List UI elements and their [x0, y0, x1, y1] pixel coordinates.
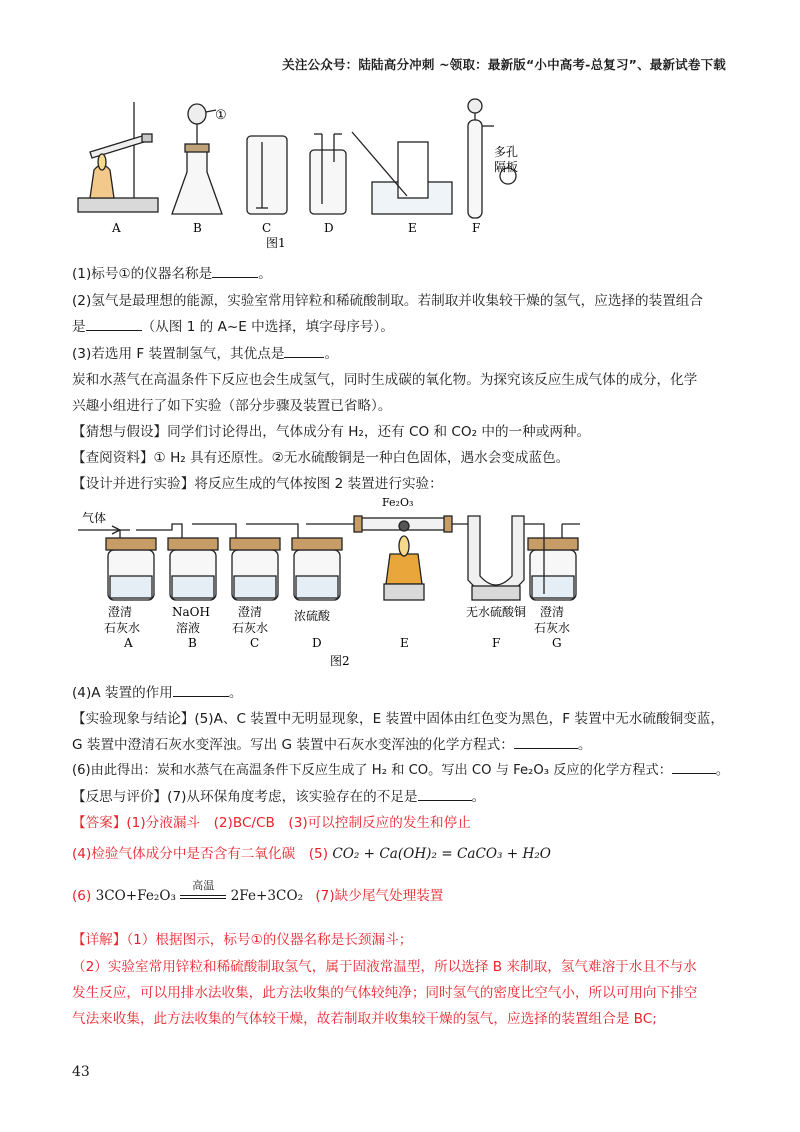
detail-line-4: 气法来收集，此方法收集的气体较干燥，故若制取并收集较干燥的氢气，应选择的装置组合是 BC; [72, 1011, 657, 1027]
experiment-design: 【设计并进行实验】将反应生成的气体按图 2 装置进行实验： [72, 476, 443, 492]
question-2-line-2: 是 （从图 1 的 A~E 中选择，填字母序号）。 [72, 319, 394, 335]
intro-line-1: 炭和水蒸气在高温条件下反应也会生成氢气，同时生成碳的氧化物。为探究该反应生成气体的成分，化学 [72, 372, 698, 388]
page-number: 43 [72, 1064, 90, 1080]
fig1-label-b: B [193, 221, 202, 235]
answer-5-formula: CO₂ + Ca(OH)₂ = CaCO₃ + H₂O [332, 846, 551, 862]
fig1-label-e: E [408, 221, 417, 235]
gas-label: 气体 [82, 511, 107, 525]
f-note-porous: 多孔 [494, 145, 519, 159]
answer-6-formula-right: 2Fe+3CO₂ [230, 888, 304, 904]
question-5-line-2: G 装置中澄清石灰水变浑浊。写出 G 装置中石灰水变浑浊的化学方程式： 。 [72, 737, 592, 753]
header-notice: 关注公众号：陆陆高分冲刺 ~领取：最新版“小中高考-总复习”、最新试卷下载 [282, 57, 726, 72]
u-tube-f-letter: F [492, 636, 501, 650]
hypothesis: 【猜想与假设】同学们讨论得出，气体成分有 H₂，还有 CO 和 CO₂ 中的一种或两种。 [72, 424, 591, 440]
bottle-d-letter: D [312, 636, 322, 650]
answer-line-2: (4)检验气体成分中是否含有二氧化碳 (5) CO₂ + Ca(OH)₂ = CaCO₃ + H₂O [72, 846, 551, 862]
alcohol-lamp [386, 554, 422, 584]
fig1-caption: 图1 [266, 236, 286, 250]
bottle-c-text-1: 澄清 [238, 605, 263, 619]
bottle-a-text-1: 澄清 [108, 605, 133, 619]
condition-high-temp: 高温 [192, 879, 215, 892]
question-2-line-1: (2)氢气是最理想的能源，实验室常用锌粒和稀硫酸制取。若制取并收集较干燥的氢气，应选择的装置组合 [72, 293, 703, 309]
stand-base [78, 198, 158, 212]
fig1-label-f: F [472, 221, 481, 235]
answer-line-1: 【答案】(1)分液漏斗 (2)BC/CB (3)可以控制反应的发生和停止 [72, 815, 471, 831]
question-5-line-1: 【实验现象与结论】(5)A、C 装置中无明显现象，E 装置中固体由红色变为黑色，F 装置中无水硫酸铜变蓝， [72, 711, 724, 727]
marker-1: ① [215, 108, 227, 123]
detail-line-3: 发生反应，可以用排水法收集，此方法收集的气体较纯净；同时氢气的密度比空气小，所以可用向下排空 [72, 985, 698, 1001]
bottle-b-text-2: 溶液 [176, 621, 201, 635]
question-6: (6)由此得出：炭和水蒸气在高温条件下反应生成了 H₂ 和 CO。写出 CO 与 Fe₂O₃ 反应的化学方程式： 。 [72, 763, 730, 778]
reaction-condition [180, 879, 226, 899]
bottle-a-text-2: 石灰水 [104, 621, 141, 635]
f-note-plate: 隔板 [494, 160, 519, 174]
question-7: 【反思与评价】(7)从环保角度考虑，该实验存在的不足是 。 [72, 789, 486, 805]
bottle-a-letter: A [124, 636, 133, 650]
detail-line-1: 【详解】（1）根据图示，标号①的仪器名称是长颈漏斗； [72, 932, 413, 948]
bottle-b-text-1: NaOH [172, 605, 210, 619]
fig2-caption: 图2 [330, 654, 350, 668]
intro-line-2: 兴趣小组进行了如下实验（部分步骤及装置已省略）。 [72, 398, 392, 414]
fig1-label-c: C [262, 221, 272, 235]
figure-1 [72, 92, 532, 250]
detail-line-2: （2）实验室常用锌粒和稀硫酸制取氢气，属于固液常温型，所以选择 B 来制取，氢气难溶于水且不与水 [72, 959, 697, 975]
bottle-c-letter: C [250, 636, 260, 650]
burner-e-letter: E [400, 636, 409, 650]
bottle-g-letter: G [552, 636, 562, 650]
answer-6-formula-left: 3CO+Fe₂O₃ [95, 888, 176, 904]
fig1-label-a: A [112, 221, 121, 235]
u-tube [468, 516, 524, 596]
bottle-g-text-1: 澄清 [540, 605, 565, 619]
bottle-b-letter: B [188, 636, 197, 650]
u-tube-f-text: 无水硫酸铜 [466, 605, 527, 619]
answer-line-3: (6) 3CO+Fe₂O₃ 高温 2Fe+3CO₂ (7)缺少尾气处理装置 [72, 879, 444, 904]
fe2o3-label: Fe₂O₃ [382, 496, 414, 509]
fig1-label-d: D [324, 221, 334, 235]
bottle-c-text-2: 石灰水 [232, 621, 269, 635]
reference-info: 【查阅资料】① H₂ 具有还原性。②无水硫酸铜是一种白色固体，遇水会变成蓝色。 [72, 450, 570, 466]
bottle-d-text-1: 浓硫酸 [294, 609, 331, 623]
question-4: (4)A 装置的作用 。 [72, 685, 243, 701]
question-3: (3)若选用 F 装置制氢气，其优点是 。 [72, 346, 339, 362]
bottle-g-text-2: 石灰水 [534, 621, 571, 635]
question-1: (1)标号①的仪器名称是 。 [72, 266, 272, 282]
figure-2 [72, 494, 592, 670]
